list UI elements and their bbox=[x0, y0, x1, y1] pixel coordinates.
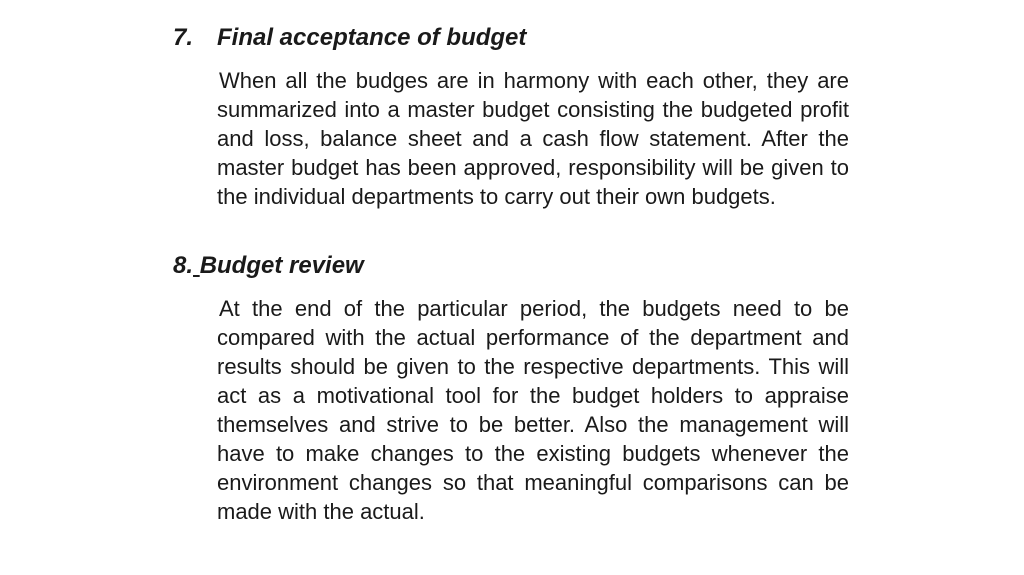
section-number: 8. bbox=[173, 252, 194, 279]
section-title: Final acceptance of budget bbox=[217, 24, 527, 51]
section-number: 7. bbox=[173, 24, 194, 51]
section-body-8: At the end of the particular period, the budgets need to be compared with the actual performance of the department and results should be given to the respective departments. This will act as a motivational tool for the budget holders to appraise themselves and strive to be better. Also the management will have to make changes to the existing budgets whenever the environment changes so that meaningful comparisons can be made with the actual. bbox=[217, 296, 849, 524]
section-title: Budget review bbox=[199, 252, 364, 279]
section-body-7: When all the budges are in harmony with each other, they are summarized into a master budget consisting the budgeted profit and loss, balance sheet and a cash flow statement. After the master budget has been approved, responsibility will be given to the individual departments to carry out their own budgets. bbox=[217, 68, 849, 209]
section-heading-7 bbox=[173, 24, 526, 52]
section-heading-8 bbox=[173, 252, 364, 280]
